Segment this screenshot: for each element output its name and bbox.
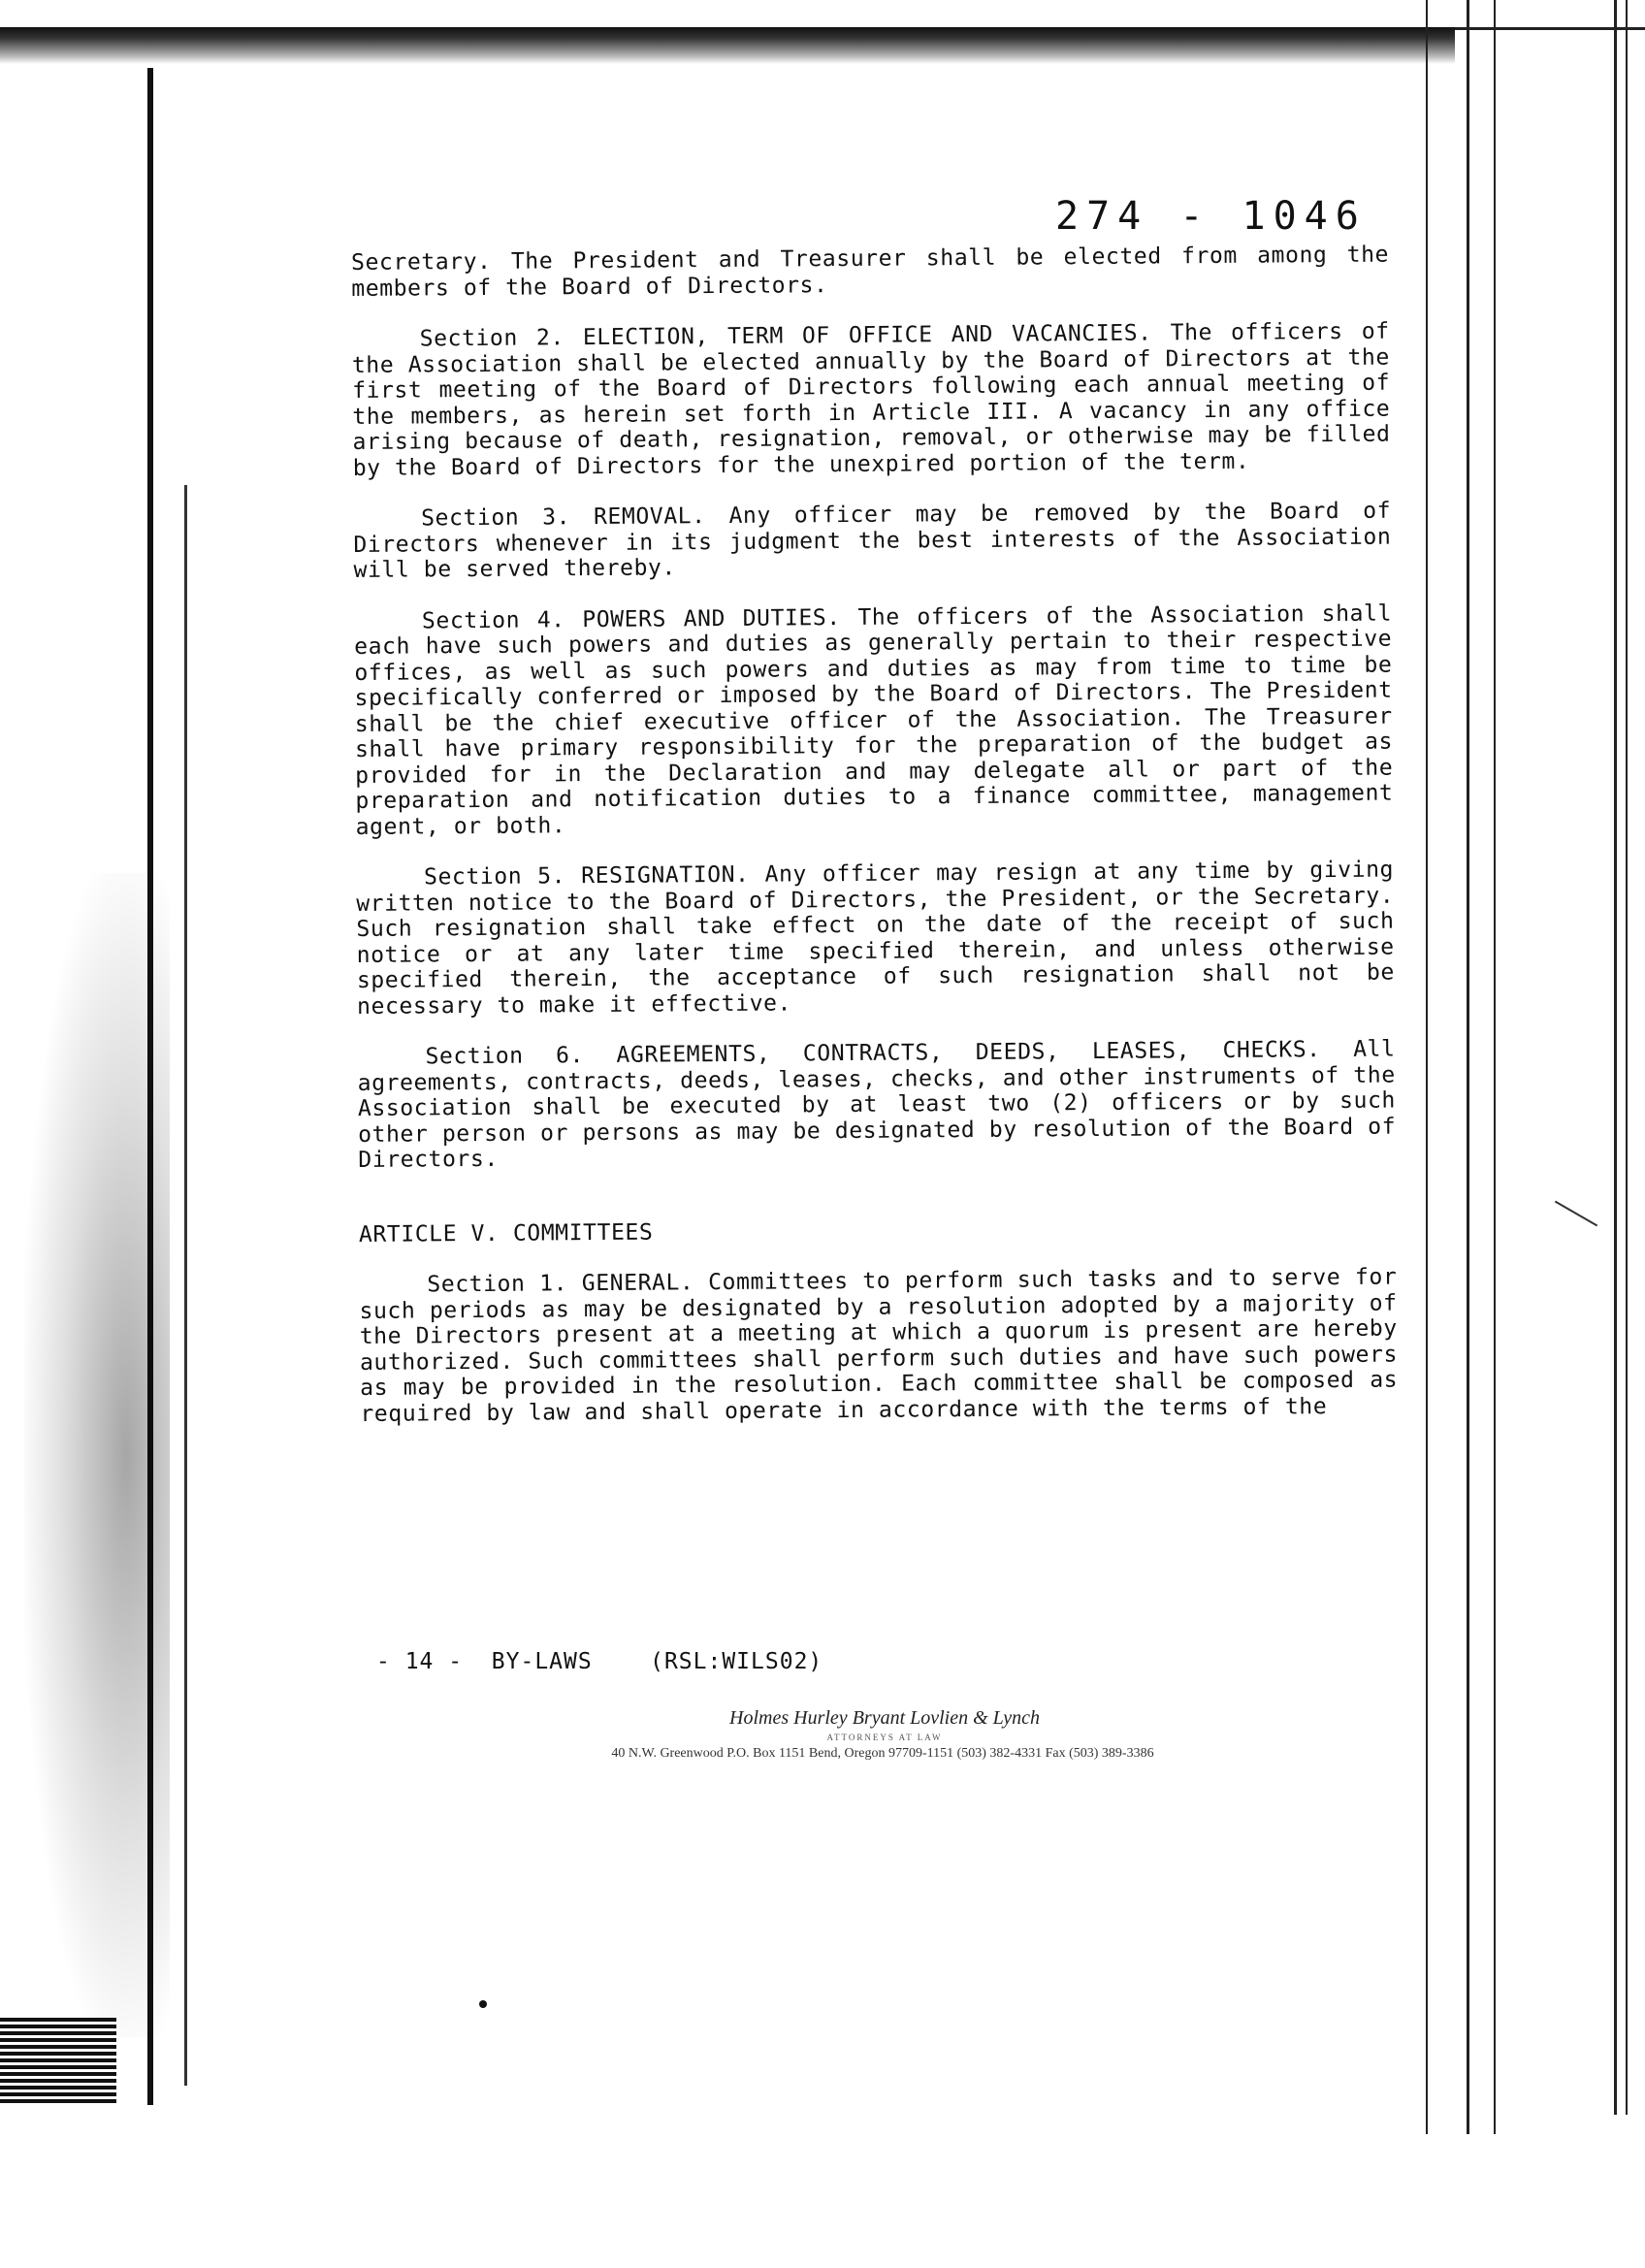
paragraph-section-5: Section 5. RESIGNATION. Any officer may resign at any time by giving written notice to the Board of Directors, the President, or the Secretary. Such resignation shall take effect on the date of the receipt of such notice or at any later time specified therein, and unless otherwise specified therein, the acceptance of such resignation shall not be necessary to make it effective. [356, 857, 1395, 1020]
scan-right-line [1494, 0, 1496, 2134]
scan-top-band [0, 27, 1455, 64]
scan-noise-bottom [0, 2018, 116, 2105]
scan-right-line [1614, 0, 1617, 2115]
scan-mark [1555, 1201, 1597, 1227]
paragraph-section-3: Section 3. REMOVAL. Any officer may be removed by the Board of Directors whenever in its judgment the best interests of the Association will be served thereby. [353, 498, 1392, 583]
scan-right-line [1626, 0, 1628, 2115]
firm-subtitle: ATTORNEYS AT LAW [826, 1733, 943, 1742]
firm-address: 40 N.W. Greenwood P.O. Box 1151 Bend, Oregon 97709-1151 (503) 382-4331 Fax (503) 389-3386 [611, 1746, 1154, 1761]
paragraph-article-v-section-1: Section 1. GENERAL. Committees to perform such tasks and to serve for such periods as may be designated by a resolution adopted by a majority of the Directors present at a meeting at which a quorum is present are hereby authorized. Such committees shall perform such duties and have such powers as may be provided in the resolution. Each committee shall be composed as required by law and shall operate in accordance with the terms of the [359, 1264, 1399, 1427]
article-heading: ARTICLE V. COMMITTEES [358, 1219, 654, 1247]
scan-right-line [1467, 0, 1469, 2134]
paragraph-section-4: Section 4. POWERS AND DUTIES. The officers of the Association shall each have such powers and duties as generally pertain to their respective offices, as well as such powers and duties as may from time to time be specifically conferred or imposed by the Board of Directors. The President shall be the chief executive officer of the Association. The Treasurer shall have primary responsibility for the preparation of the budget as provided for in the Declaration and may delegate all or part of the preparation and notification duties to a finance committee, management agent, or both. [354, 600, 1394, 840]
page-number: 274 - 1046 [1055, 194, 1367, 239]
firm-name: Holmes Hurley Bryant Lovlien & Lynch [729, 1707, 1040, 1729]
scan-noise [24, 873, 170, 2037]
paragraph-1: Secretary. The President and Treasurer shall be elected from among the members of the Board of Directors. [351, 242, 1390, 302]
scan-dot [479, 2000, 487, 2008]
document-body [351, 243, 1399, 1452]
footer-page-label: - 14 - BY-LAWS (RSL:WILS02) [376, 1649, 823, 1674]
scan-left-edge-inner [184, 485, 187, 2086]
paragraph-section-6: Section 6. AGREEMENTS, CONTRACTS, DEEDS, LEASES, CHECKS. All agreements, contracts, deeds, leases, checks, and other instruments of the Association shall be executed by at least two (2) officers or by such other person or persons as may be designated by resolution of the Board of Directors. [357, 1036, 1397, 1173]
scan-right-line [1426, 0, 1428, 2134]
paragraph-section-2: Section 2. ELECTION, TERM OF OFFICE AND VACANCIES. The officers of the Association shall be elected annually by the Board of Directors at the first meeting of the Board of Directors following each annual meeting of the members, as herein set forth in Article III. A vacancy in any office arising because of death, resignation, removal, or otherwise may be filled by the Board of Directors for the unexpired portion of the term. [351, 318, 1391, 481]
